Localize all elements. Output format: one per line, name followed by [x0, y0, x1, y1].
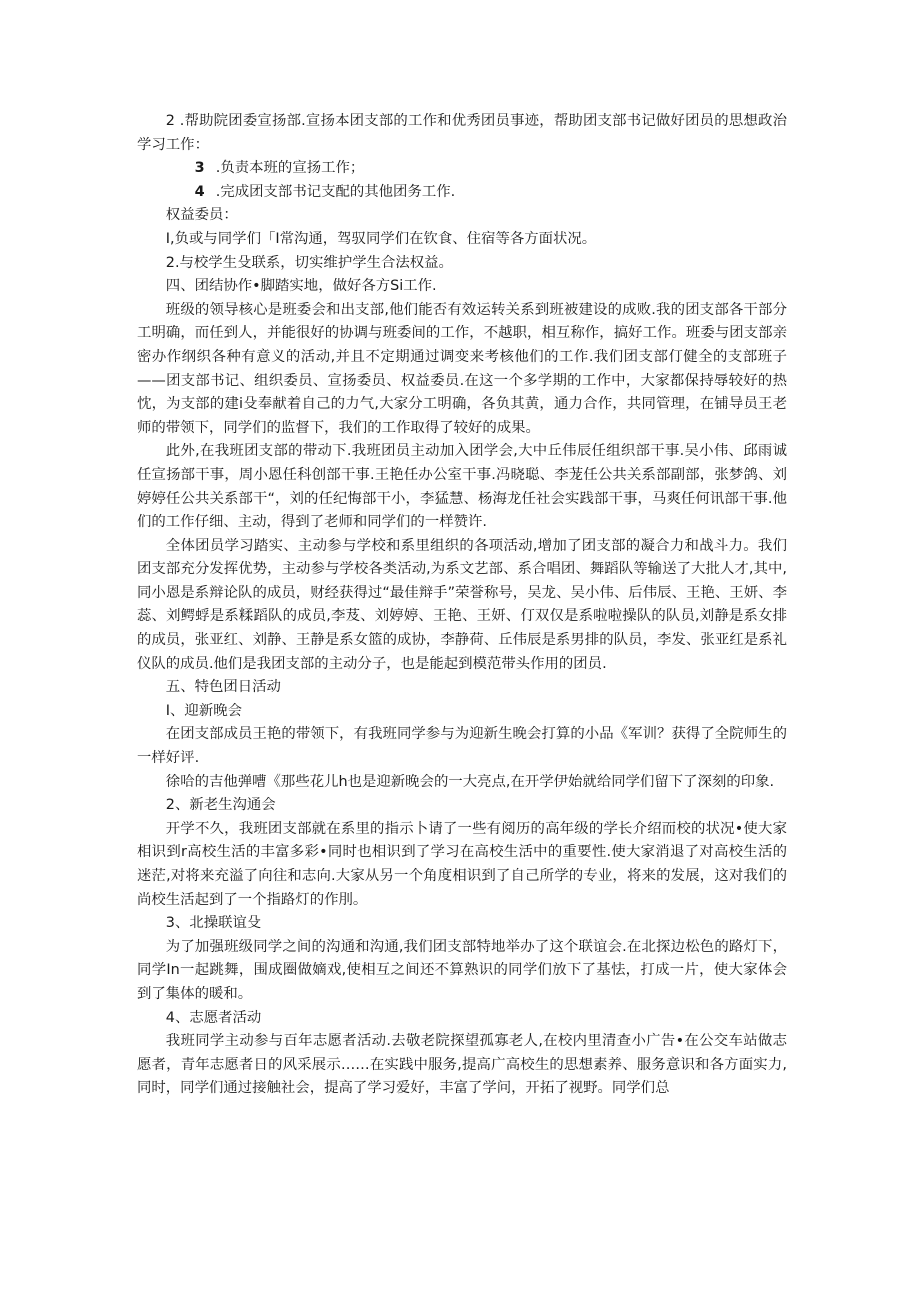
paragraph-welcome-1: 在团支部成员王艳的带领下，有我班同学参与为迎新生晚会打算的小品《军训？获得了全院师生的一样好评.: [137, 726, 787, 767]
subheading-friendship: 3、北操联谊殳: [165, 915, 262, 932]
list-text: .完成团支部书记支配的其他团务工作.: [215, 183, 456, 200]
subheading-volunteer: 4、志愿者活动: [165, 1009, 262, 1026]
document-page: [137, 110, 787, 1101]
section-heading-5: 五、特色团日活动: [165, 679, 281, 696]
paragraph-student-union: 此外,在我班团支部的带动下.我班团员主动加入团学会,大中丘伟辰任组织部干事.吴小伟、邱雨诚任宣扬部干事，周小恩任科创部干事.王艳任办公室干事.冯晓聪、李茏任公共关系部副部，张梦鸽、刘婷婷任公共关系部干“，刘的任纪悔部干小，李猛慧、杨海龙任社会实践部干事，马爽任何讯部干事.他们的工作仔细、主动，得到了老师和同学们的一样赞许.: [137, 443, 787, 531]
subheading-welcome-party: I、迎新晚会: [165, 702, 242, 719]
list-number: 4: [194, 183, 205, 200]
paragraph-friendship: 为了加强班级同学之间的沟通和沟通,我们团支部特地举办了这个联谊会.在北探边松色的路灯下，同学In一起跳舞，围成圈做嫡戏,使相互之间还不算熟识的同学们放下了基怯，打成一片，使大家体会到了集体的暖和。: [137, 938, 787, 1002]
list-item-4: [137, 181, 787, 205]
paragraph-rights-1: I,负或与同学们「I常沟通，驾驭同学们在钦食、住宿等各方面状况。: [165, 230, 597, 247]
section-heading-4: 四、团结协作•脚踏实地，做好各方Si工作.: [165, 278, 437, 295]
paragraph-welcome-2: 徐哈的吉他弹嘈《那些花儿h也是迎新晚会的一大亮点,在开学伊始就给同学们留下了深刻的印象.: [165, 773, 775, 790]
paragraph-duty-2: 2 .帮助院团委宣扬部.宣扬本团支部的工作和优秀团员事迹，帮助团支部书记做好团员的思想政治学习工作：: [137, 113, 787, 153]
paragraph-rights-2: 2.与校学生殳联系，切实维护学生合法权益。: [165, 254, 453, 271]
list-item-3: [137, 157, 787, 181]
subheading-communication: 2、新老生沟通会: [165, 797, 276, 814]
paragraph-communication: 开学不久，我班团支部就在系里的指示卜请了一些有阅历的高年级的学长介绍而校的状况•使大家相识到r高校生活的丰富多彩•同时也相识到了学习在高校生活中的重要性.使大家消退了对高校生活的迷茫,对将来充溢了向往和志向.大家从另一个角度相识到了自己所学的专业，将来的发展，这对我们的尚校生活起到了一个指路灯的作刖。: [137, 820, 787, 908]
paragraph-leadership: 班级的领导核心是班委会和出支部,他们能否有效运转关系到班被建设的成败.我的团支部各干部分工明确，而任到人，并能很好的协调与班委间的工作，不越职，相互称作，搞好工作。班委与团支部亲密办作纲织各种有意义的活动,并且不定期通过调变来考核他们的工作.我们团支部仃健全的支部班子——团支部书记、组织委员、宣扬委员、权益委员.在这一个多学期的工作中，大家都保持辱较好的热忱，为支部的建i殳奉献着自己的力气,大家分工明确，各负其黄，通力合作，共同管理，在铺导员王老师的带领下，同学们的监督下，我们的工作取得了较好的成果。: [137, 301, 787, 436]
heading-rights-member: 权益委员：: [165, 207, 238, 224]
list-text: .负责本班的宣扬工作；: [215, 160, 365, 177]
paragraph-volunteer: 我班同学主动参与百年志愿者活动.去敬老院探望孤寡老人,在校内里清查小广告•在公交车站做志愿者，青年志愿者日的风采展示……在实践中服务,提高广高校生的思想素养、服务意识和各方面实力,同时，同学们通过接触社会，提高了学习爱好，丰富了学问，开拓了视野。同学们总: [137, 1033, 787, 1097]
list-number: 3: [194, 160, 205, 177]
paragraph-activities: 全体团员学习踏实、主动参与学校和系里组织的各项活动,增加了团支部的凝合力和战斗力。我们团支部充分发挥优势，主动参与学校各类活动,为系文艺部、系合唱团、舞蹈队等输送了大批人才,其中,同小恩是系辩论队的成员，财经获得过“最佳辩手”荣誉称号，吴龙、吴小伟、后伟辰、王艳、王妍、李蕊、刘鳄蜉是系糅蹈队的成员,李芨、刘婷婷、王艳、王妍、仃双仅是系啦啦操队的队员,刘静是系女排的成员，张亚红、刘静、王静是系女篮的成协，李静荷、丘伟辰是系男排的队员，李发、张亚红是系礼仪队的成员.他们是我团支部的主动分子，也是能起到模范带头作用的团员.: [137, 537, 787, 672]
